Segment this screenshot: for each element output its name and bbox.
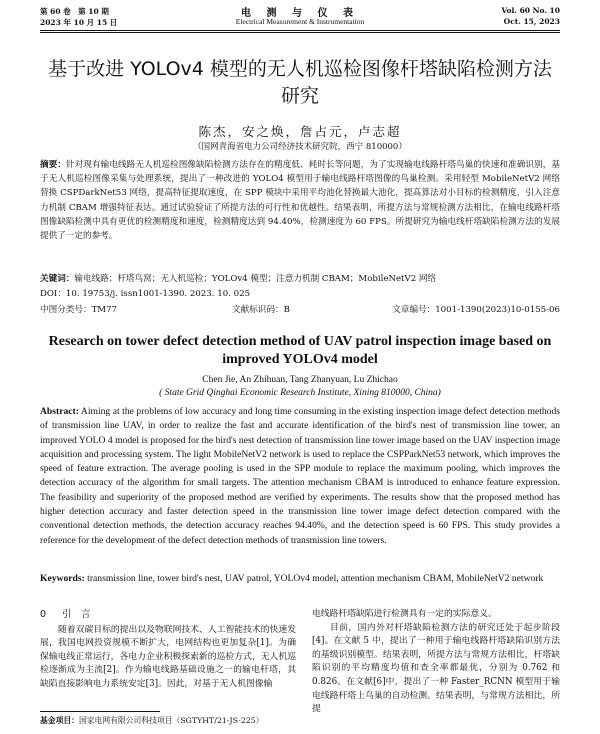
section-heading-intro: [40, 608, 296, 622]
header-rule-top: [40, 30, 560, 31]
header-rule-bottom: [40, 32, 560, 33]
footnote-rule: [40, 711, 160, 712]
article-number: 文章编号：1001-1390(2023)10-0155-06: [392, 305, 560, 315]
affiliation-en: ( State Grid Qinghai Economic Research Institute, Xining 810000, China): [159, 388, 441, 398]
abstract-en: [40, 405, 560, 548]
keywords-cn: [40, 272, 560, 286]
intro-paragraph-continued: 电线路杆塔缺陷进行检测具有一定的实际意义。: [312, 609, 497, 619]
intro-paragraph-left: 随着双碳目标的提出以及物联网技术、人工智能技术的快速发展，我国电网投资规模不断扩大，电网结构也更加复杂[1]。为确保输电线正常运行，各电力企业积极探索新的巡检方式，无人机巡检逐渐成为主流[2]。作为输电线路基础设施之一的输电杆塔，其缺陷直接影响电力系统安定[3]。因此，对基于无人机图像输: [40, 624, 296, 689]
body-column-left: [40, 608, 296, 692]
authors-cn: 陈杰，安之焕，詹占元，卢志超: [198, 124, 402, 139]
funding-text: 国家电网有限公司科技项目（SGTYHT/21-JS-225）: [78, 716, 264, 725]
keywords-cn-label: 关键词：: [40, 274, 75, 284]
keywords-cn-text: 输电线路；杆塔鸟窝；无人机巡检；YOLOv4 模型；注意力机制 CBAM；MobileNetV2 网络: [74, 274, 437, 284]
volume-en: Vol. 60 No. 10: [501, 6, 560, 15]
abstract-cn: [40, 158, 560, 243]
date-cn: 2023 年 10 月 15 日: [40, 18, 118, 27]
date-en: Oct. 15, 2023: [503, 17, 560, 26]
classification-row: [40, 303, 560, 317]
volume-cn: 第 60 卷 第 10 期: [40, 7, 109, 16]
keywords-en-label: Keywords:: [40, 573, 85, 584]
abstract-en-label: Abstract:: [40, 406, 79, 417]
abstract-cn-label: 摘要：: [40, 160, 67, 170]
funding-label: 基金项目：: [40, 716, 79, 725]
intro-paragraph-right: 目前，国内外对杆塔缺陷检测方法的研究还处于起步阶段[4]。在文献 5 中，提出了一种用于输电线路杆塔缺陷识别方法的基级识别模型。结果表明，所提方法与常规方法相比，杆塔缺陷识别的平均精度均值和查全率都最优，分别为 0.762 和 0.826。在文献[6]中，提出了一种 Faster_RCNN 模型用于输电线路杆塔上鸟巢的自动检测。结果表明，与常规方法相比，所提: [312, 622, 560, 715]
journal-name-cn: 电 测 与 仪 表: [241, 8, 359, 19]
doi: DOI：10. 19753/j. issn1001-1390. 2023. 10. 025: [40, 289, 251, 299]
journal-name-en: Electrical Measurement & Instrumentation: [235, 17, 365, 26]
authors-en: Chen Jie, An Zhihuan, Tang Zhanyuan, Lu Zhichao: [202, 375, 398, 385]
section-title: 引 言: [62, 609, 91, 620]
document-code: 文献标识码：B: [232, 305, 290, 315]
abstract-en-text: Aiming at the problems of low accuracy and long time consuming in the existing inspection image defect detection methods of transmission line UAV, in order to realize the fast and accurate identification of the bird's nest of transmission line tower, an improved YOLO 4 model is proposed for the bird's nest detection of transmission line tower image based on the UAV inspection image acquisition and processing system. The light MobileNetV2 network is used to replace the CSPParkNet53 network, which improves the speed of feature extraction. The average pooling is used in the SPP module to replace the maximum pooling, which improves the detection accuracy of the algorithm for small targets. The attention mechanism CBAM is introduced to enhance feature expression. The feasibility and superiority of the proposed method are verified by experiments. The results show that the proposed method has higher detection accuracy and faster detection speed in the transmission line tower image defect detection compared with the conventional detection methods, the detection accuracy reaches 94.40%, and the detection speed is 60 FPS. This study provides a reference for the development of the defect detection methods of transmission line towers.: [40, 406, 560, 546]
paper-title-en: Research on tower defect detection method of UAV patrol inspection image based on improved YOLOv4 model: [48, 334, 552, 367]
section-number: 0: [40, 609, 47, 620]
funding-note: [40, 715, 264, 726]
abstract-cn-text: 针对现有输电线路无人机巡检图像缺陷检测方法存在的精度低、耗时长等问题，为了实现输电线路杆塔鸟巢的快速和准确识别，基于无人机巡检图像采集与处理系统，提出了一种改进的 YOLO4 模型用于输电线路杆塔图像的鸟巢检测。采用轻型 MobileNetV2 网络替换 CSPDarkNet53 网络，提高特征提取速度，在 SPP 模块中采用平均池化替换最大池化，提高算法对小目标的检测精度，引入注意力机制 CBAM 增强特征表达。通过试验验证了所提方法的可行性和优越性。结果表明，所提方法与常规检测方法相比，在输电线路杆塔图像缺陷检测中具有更优的检测精度和速度，检测精度达到 94.40%，检测速度为 60 FPS。所提研究为输电线杆塔缺陷检测方法的发展提供了一定的参考。: [40, 160, 560, 242]
paper-title-cn: 基于改进 YOLOv4 模型的无人机巡检图像杆塔缺陷检测方法研究: [48, 58, 552, 107]
clc-number: 中图分类号：TM77: [40, 305, 118, 315]
keywords-en: [40, 572, 560, 586]
affiliation-cn: （国网青海省电力公司经济技术研究院，西宁 810000）: [193, 142, 407, 152]
keywords-en-text: transmission line, tower bird's nest, UAV patrol, YOLOv4 model, attention mechanism CBAM, MobileNetV2 network: [84, 573, 544, 584]
running-header: [40, 6, 560, 28]
body-column-right: [312, 608, 560, 717]
